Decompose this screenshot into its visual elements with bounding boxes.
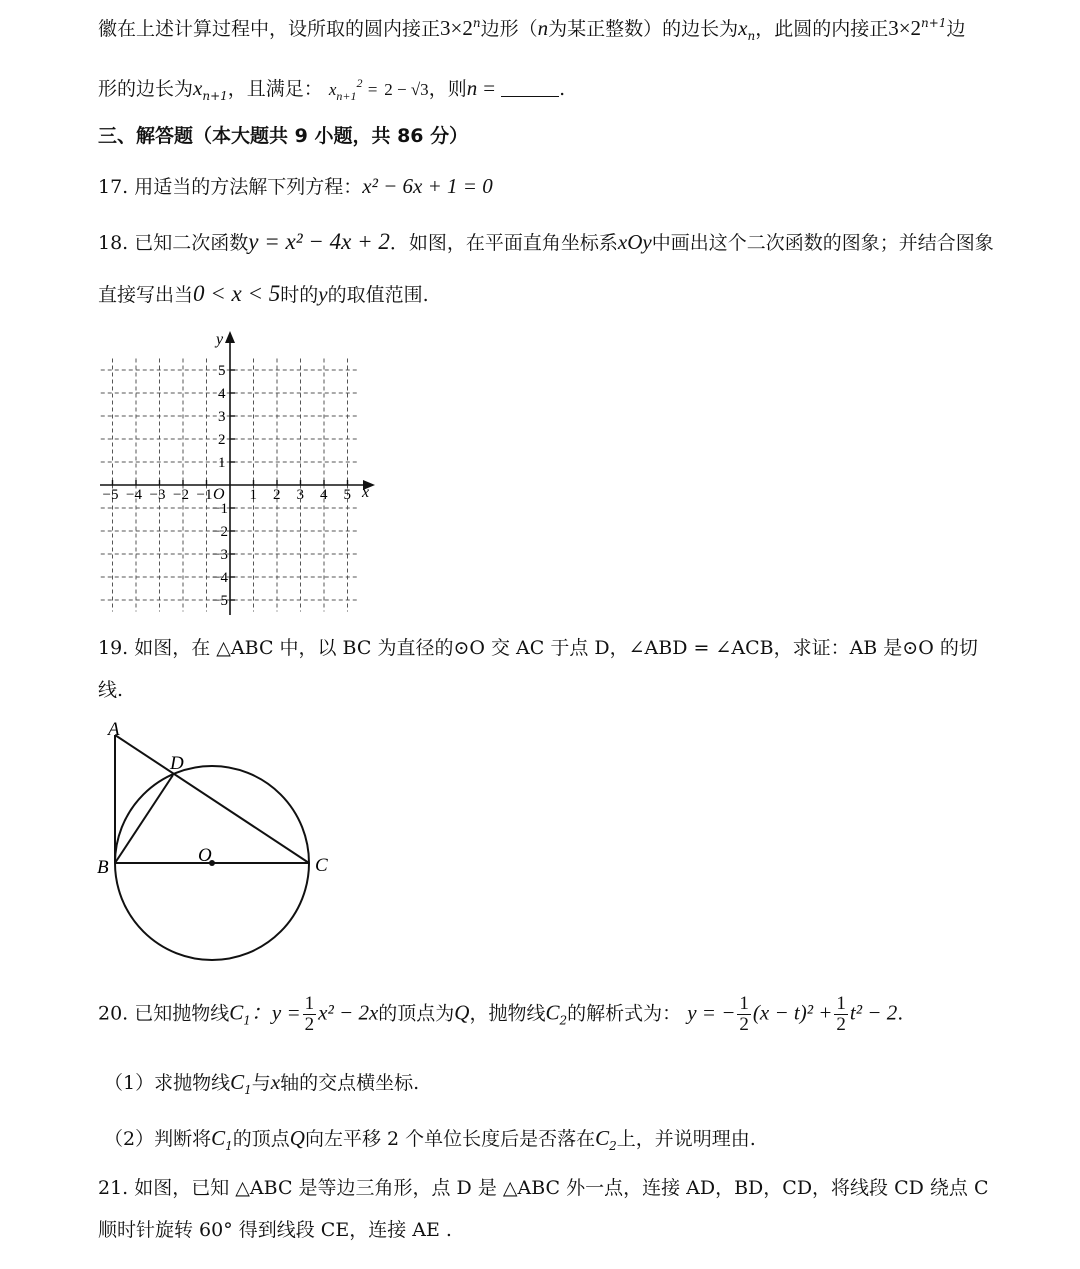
- subscript: n: [747, 29, 756, 43]
- x-tick-label: −1: [196, 487, 213, 503]
- math: x: [270, 1070, 281, 1094]
- math: C: [545, 1000, 560, 1025]
- label-a: A: [108, 719, 120, 740]
- y-axis-label: y: [216, 331, 224, 348]
- math: ：y =: [250, 1000, 301, 1025]
- subscript: 1: [243, 1013, 251, 1028]
- math: y = −: [687, 1000, 736, 1025]
- y-tick-label: 5: [218, 363, 226, 379]
- subscript: n+1: [202, 89, 228, 103]
- math: 3×2: [440, 16, 473, 40]
- x-tick-label: 5: [343, 487, 351, 503]
- math: C: [230, 1070, 245, 1094]
- text: 形的边长为: [98, 78, 194, 100]
- text: ．如图，在平面直角坐标系: [389, 232, 618, 254]
- label-d: D: [170, 753, 184, 774]
- math: 2 − √3: [384, 80, 429, 99]
- math: x² − 6x + 1 = 0: [362, 174, 493, 198]
- superscript: n: [472, 16, 481, 30]
- text: 的解析式为：: [567, 1002, 682, 1025]
- text: 的顶点: [232, 1128, 290, 1150]
- subscript: 1: [244, 1083, 252, 1097]
- text: 的顶点为: [378, 1002, 455, 1025]
- math: =: [483, 76, 496, 100]
- coordinate-grid[interactable]: [90, 325, 390, 620]
- text: 向左平移 2 个单位长度后是否落在: [304, 1128, 596, 1150]
- answer-blank[interactable]: [501, 78, 559, 97]
- x-tick-label: −2: [173, 487, 189, 503]
- fraction: $\frac{1}{2}$: [836, 993, 846, 1035]
- math: x² − 2x: [318, 1000, 379, 1025]
- text: 时的: [280, 284, 319, 306]
- origin-label: O: [213, 486, 225, 503]
- segment-ac: [115, 735, 309, 863]
- text: .: [559, 78, 566, 100]
- x-tick-label: −3: [149, 487, 166, 503]
- x-tick-label: 4: [320, 487, 328, 503]
- math: $x_{n+1}^2$ =: [328, 76, 379, 103]
- section-heading: 三、解答题（本大题共 9 小题，共 86 分）: [98, 125, 469, 147]
- subscript: 2: [559, 1013, 568, 1028]
- y-tick-label: 2: [218, 432, 226, 448]
- math: C: [211, 1126, 226, 1150]
- text: 中画出这个二次函数的图象；并结合图象: [651, 232, 994, 254]
- question-20-part-1: [104, 1068, 419, 1097]
- math: x: [738, 16, 748, 40]
- text: 徽在上述计算过程中，设所取的圆内接正: [98, 18, 441, 40]
- question-20-part-2: [104, 1124, 756, 1153]
- text: ，则: [428, 78, 467, 100]
- text: （2）判断将: [104, 1128, 212, 1150]
- math: n: [537, 16, 549, 40]
- text: 的取值范围.: [327, 284, 429, 306]
- question-18-line-1: [98, 228, 994, 257]
- text: .: [897, 1002, 904, 1025]
- label-c: C: [315, 855, 328, 876]
- q16-line-2: [98, 74, 565, 104]
- text: 20. 已知抛物线: [98, 1002, 230, 1025]
- text: 与: [251, 1072, 271, 1094]
- x-tick-label: 2: [273, 487, 281, 503]
- segment-bd: [115, 775, 173, 863]
- text: 轴的交点横坐标.: [280, 1072, 420, 1094]
- q16-line-1: [98, 14, 965, 43]
- question-19-line-1: 19. 如图，在 △ABC 中，以 BC 为直径的⊙O 交 AC 于点 D，∠ABD = ∠ACB，求证：AB 是⊙O 的切: [98, 637, 978, 659]
- math: n: [466, 76, 478, 100]
- subscript: 1: [225, 1139, 233, 1153]
- x-tick-label: 3: [296, 487, 304, 503]
- fraction: $\frac{1}{2}$: [304, 993, 315, 1035]
- text: 边形（: [480, 18, 538, 40]
- math: (x − t)² +: [752, 1000, 833, 1025]
- y-axis-arrow-icon: [225, 331, 235, 343]
- math: Q: [454, 1000, 470, 1025]
- text: ，抛物线: [469, 1002, 546, 1025]
- math: t² − 2: [849, 1000, 898, 1025]
- question-19-line-2: 线.: [98, 679, 124, 701]
- label-o: O: [198, 845, 212, 866]
- text: 18. 已知二次函数: [98, 232, 249, 254]
- math: 0 < x < 5: [193, 281, 281, 306]
- question-21-line-2: 顺时针旋转 60° 得到线段 CE，连接 AE .: [98, 1219, 452, 1241]
- math: y = x² − 4x + 2: [248, 229, 390, 254]
- question-18-line-2: [98, 280, 429, 309]
- geometry-figure: [92, 715, 342, 980]
- text: ，且满足：: [227, 78, 323, 100]
- y-tick-label: −5: [212, 593, 228, 609]
- x-tick-label: −4: [126, 487, 142, 503]
- y-tick-label: 4: [218, 386, 226, 402]
- text: 17. 用适当的方法解下列方程：: [98, 176, 363, 198]
- x-tick-label: 1: [249, 487, 257, 503]
- question-17: [98, 172, 493, 201]
- math: xOy: [617, 230, 652, 254]
- y-tick-label: 3: [218, 409, 226, 425]
- fraction: $\frac{1}{2}$: [739, 993, 749, 1035]
- text: 上，并说明理由.: [616, 1128, 756, 1150]
- text: 直接写出当: [98, 284, 194, 306]
- y-tick-label: −3: [212, 547, 228, 563]
- math: 3×2: [888, 16, 922, 40]
- text: 为某正整数）的边长为: [548, 18, 739, 40]
- subscript: 2: [609, 1139, 617, 1153]
- x-axis-label: x: [362, 484, 370, 501]
- text: 边: [946, 18, 966, 40]
- y-tick-label: −1: [212, 501, 228, 517]
- math: x: [193, 76, 203, 100]
- question-21-line-1: 21. 如图，已知 △ABC 是等边三角形，点 D 是 △ABC 外一点，连接 AD，BD，CD，将线段 CD 绕点 C: [98, 1177, 989, 1199]
- y-tick-label: 1: [218, 455, 226, 471]
- math: y: [318, 282, 328, 306]
- math: Q: [289, 1126, 305, 1150]
- y-tick-label: −2: [212, 524, 228, 540]
- x-tick-label: −5: [102, 487, 119, 503]
- text: ，此圆的内接正: [755, 18, 889, 40]
- label-b: B: [97, 857, 109, 878]
- question-20-line-1: [98, 994, 903, 1035]
- superscript: n+1: [921, 16, 947, 30]
- y-tick-label: −4: [212, 570, 228, 586]
- math: C: [229, 1000, 244, 1025]
- math: C: [595, 1126, 610, 1150]
- text: （1）求抛物线: [104, 1072, 231, 1094]
